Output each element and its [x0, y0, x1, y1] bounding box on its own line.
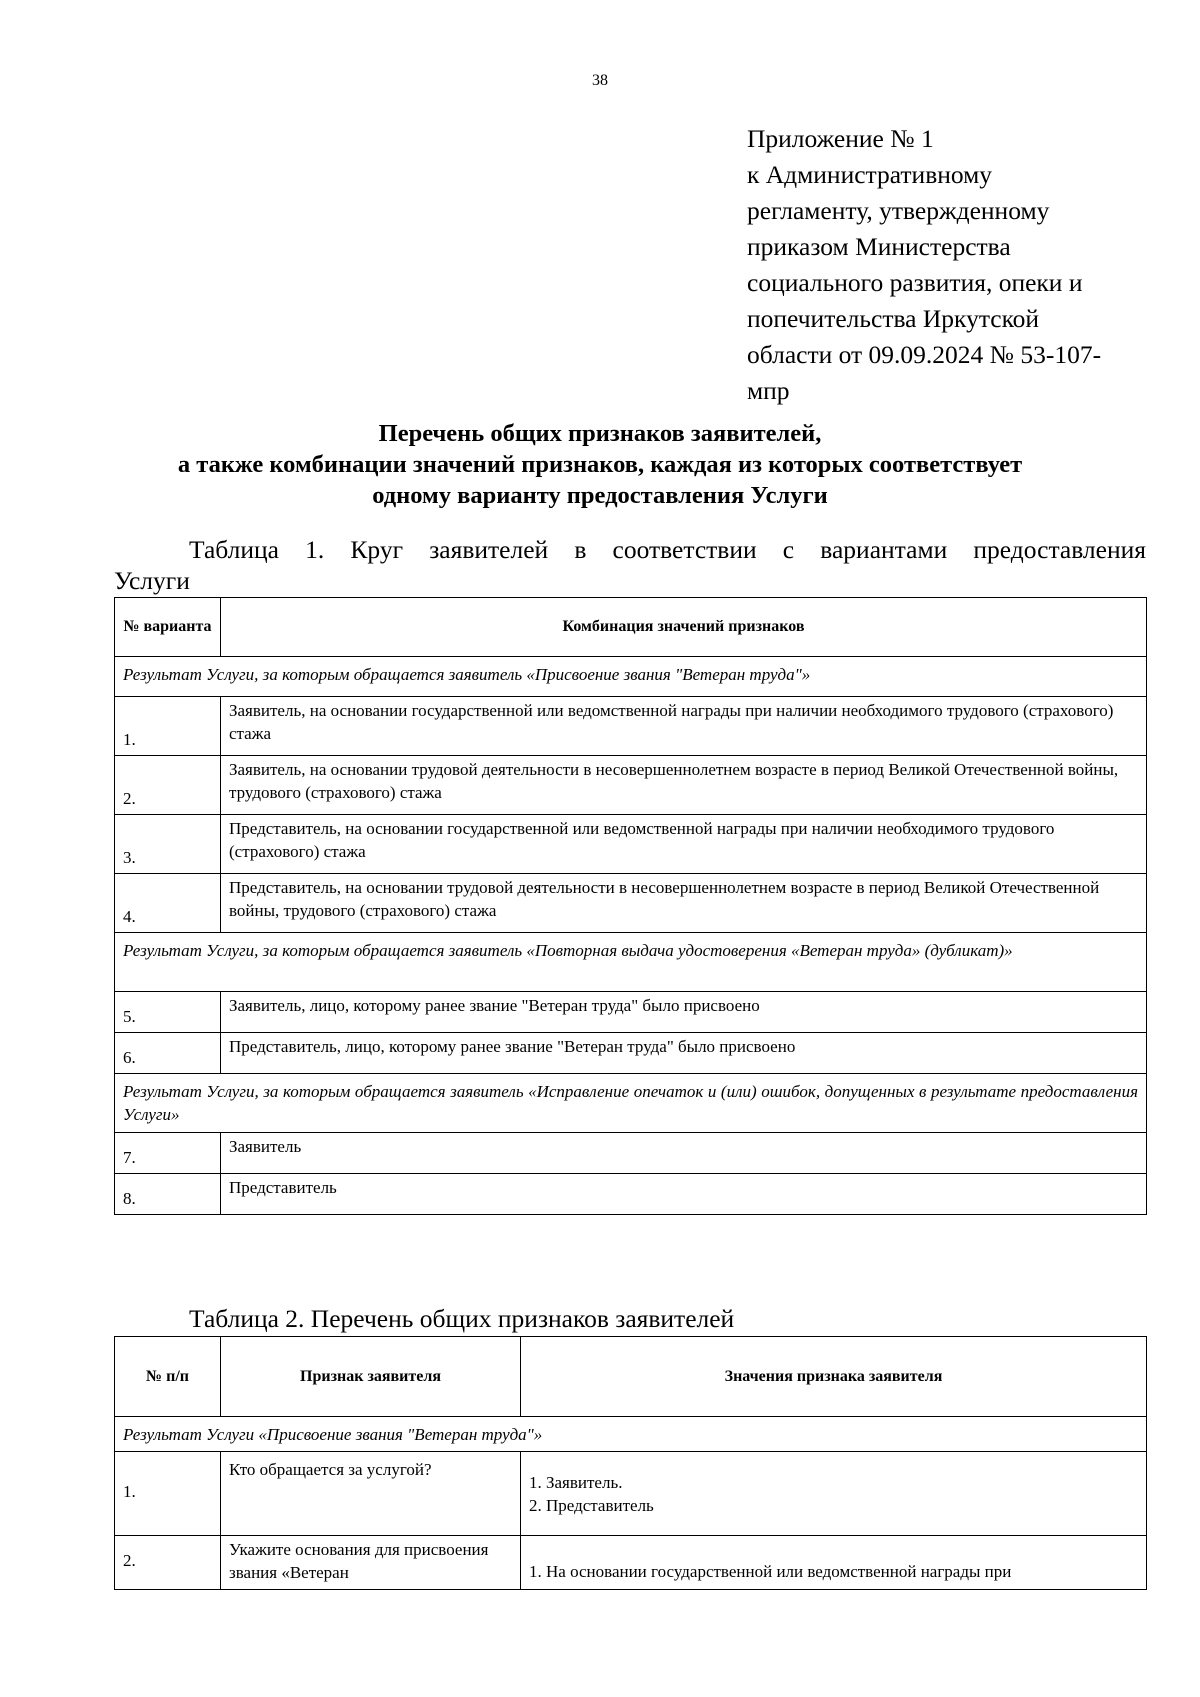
section-title: Результат Услуги, за которым обращается заявитель «Исправление опечаток и (или) ошибок, допущенных в результате предоставления Услуги» — [115, 1074, 1147, 1133]
table-row — [115, 992, 1147, 1033]
header-combination: Комбинация значений признаков — [221, 598, 1147, 657]
title-line: Перечень общих признаков заявителей, — [378, 420, 822, 447]
table-row — [115, 1174, 1147, 1215]
document-title — [80, 418, 1120, 511]
variant-number: 4. — [115, 874, 221, 933]
table-row — [115, 1033, 1147, 1074]
variant-number: 2. — [115, 756, 221, 815]
appendix-line: мпр — [747, 376, 790, 405]
criteria-table — [114, 1336, 1147, 1590]
variant-number: 7. — [115, 1133, 221, 1174]
variant-number: 8. — [115, 1174, 221, 1215]
header-criterion-values: Значения признака заявителя — [521, 1337, 1147, 1417]
section-title: Результат Услуги, за которым обращается заявитель «Повторная выдача удостоверения «Ветеран труда» (дубликат)» — [115, 933, 1147, 992]
table-header-row — [115, 1337, 1147, 1417]
section-title: Результат Услуги, за которым обращается заявитель «Присвоение звания "Ветеран труда"» — [115, 657, 1147, 697]
variant-combination: Заявитель, на основании трудовой деятельности в несовершеннолетнем возрасте в период Великой Отечественной войны, трудового (страхового) стажа — [221, 756, 1147, 815]
table1-caption-line: Услуги — [114, 566, 190, 595]
criterion-value: 1. Заявитель. — [529, 1472, 623, 1492]
criterion-value: 1. На основании государственной или ведомственной награды при — [529, 1562, 1012, 1581]
variant-combination: Представитель, лицо, которому ранее звание "Ветеран труда" было присвоено — [221, 1033, 1147, 1074]
variant-combination: Заявитель, на основании государственной или ведомственной награды при наличии необходимого трудового (страхового) стажа — [221, 697, 1147, 756]
title-line: одному варианту предоставления Услуги — [372, 482, 828, 509]
section-row — [115, 933, 1147, 992]
table-row — [115, 697, 1147, 756]
criterion-values — [521, 1452, 1147, 1536]
variant-combination: Представитель — [221, 1174, 1147, 1215]
title-line: а также комбинации значений признаков, каждая из которых соответствует — [177, 451, 1023, 478]
table2-caption: Таблица 2. Перечень общих признаков заявителей — [189, 1304, 735, 1333]
header-criterion: Признак заявителя — [221, 1337, 521, 1417]
criterion-value: 2. Представитель — [529, 1495, 654, 1515]
table-row — [115, 1452, 1147, 1536]
variant-combination: Заявитель, лицо, которому ранее звание "Ветеран труда" было присвоено — [221, 992, 1147, 1033]
variant-number: 3. — [115, 815, 221, 874]
appendix-header — [747, 121, 1167, 409]
criterion-values — [521, 1536, 1147, 1590]
item-number: 1. — [115, 1452, 221, 1536]
criterion: Кто обращается за услугой? — [221, 1452, 521, 1536]
table-row — [115, 756, 1147, 815]
table-row — [115, 1133, 1147, 1174]
section-title: Результат Услуги «Присвоение звания "Ветеран труда"» — [115, 1417, 1147, 1452]
appendix-line: приказом Министерства — [747, 232, 1011, 261]
criterion: Укажите основания для присвоения звания «Ветеран — [221, 1536, 521, 1590]
section-row — [115, 1074, 1147, 1133]
variants-table — [114, 597, 1147, 1215]
appendix-line: социального развития, опеки и — [747, 268, 1083, 297]
item-number: 2. — [115, 1536, 221, 1590]
section-row — [115, 657, 1147, 697]
section-row — [115, 1417, 1147, 1452]
variant-number: 5. — [115, 992, 221, 1033]
table1-caption — [114, 534, 1146, 596]
appendix-line: области от 09.09.2024 № 53-107- — [747, 340, 1102, 369]
variant-number: 6. — [115, 1033, 221, 1074]
table-row — [115, 1536, 1147, 1590]
variant-combination: Заявитель — [221, 1133, 1147, 1174]
appendix-line: попечительства Иркутской — [747, 304, 1040, 333]
header-item-number: № п/п — [115, 1337, 221, 1417]
appendix-line: регламенту, утвержденному — [747, 196, 1050, 225]
table-row — [115, 815, 1147, 874]
appendix-line: Приложение № 1 — [747, 124, 934, 153]
header-variant-number: № варианта — [115, 598, 221, 657]
variant-number: 1. — [115, 697, 221, 756]
variant-combination: Представитель, на основании государственной или ведомственной награды при наличии необходимого трудового (страхового) стажа — [221, 815, 1147, 874]
appendix-line: к Административному — [747, 160, 993, 189]
table-row — [115, 874, 1147, 933]
table-header-row — [115, 598, 1147, 657]
page-number: 38 — [592, 72, 608, 89]
variant-combination: Представитель, на основании трудовой деятельности в несовершеннолетнем возрасте в период Великой Отечественной войны, трудового (страхового) стажа — [221, 874, 1147, 933]
table1-caption-line: Таблица 1. Круг заявителей в соответствии с вариантами предоставления — [189, 535, 1146, 564]
